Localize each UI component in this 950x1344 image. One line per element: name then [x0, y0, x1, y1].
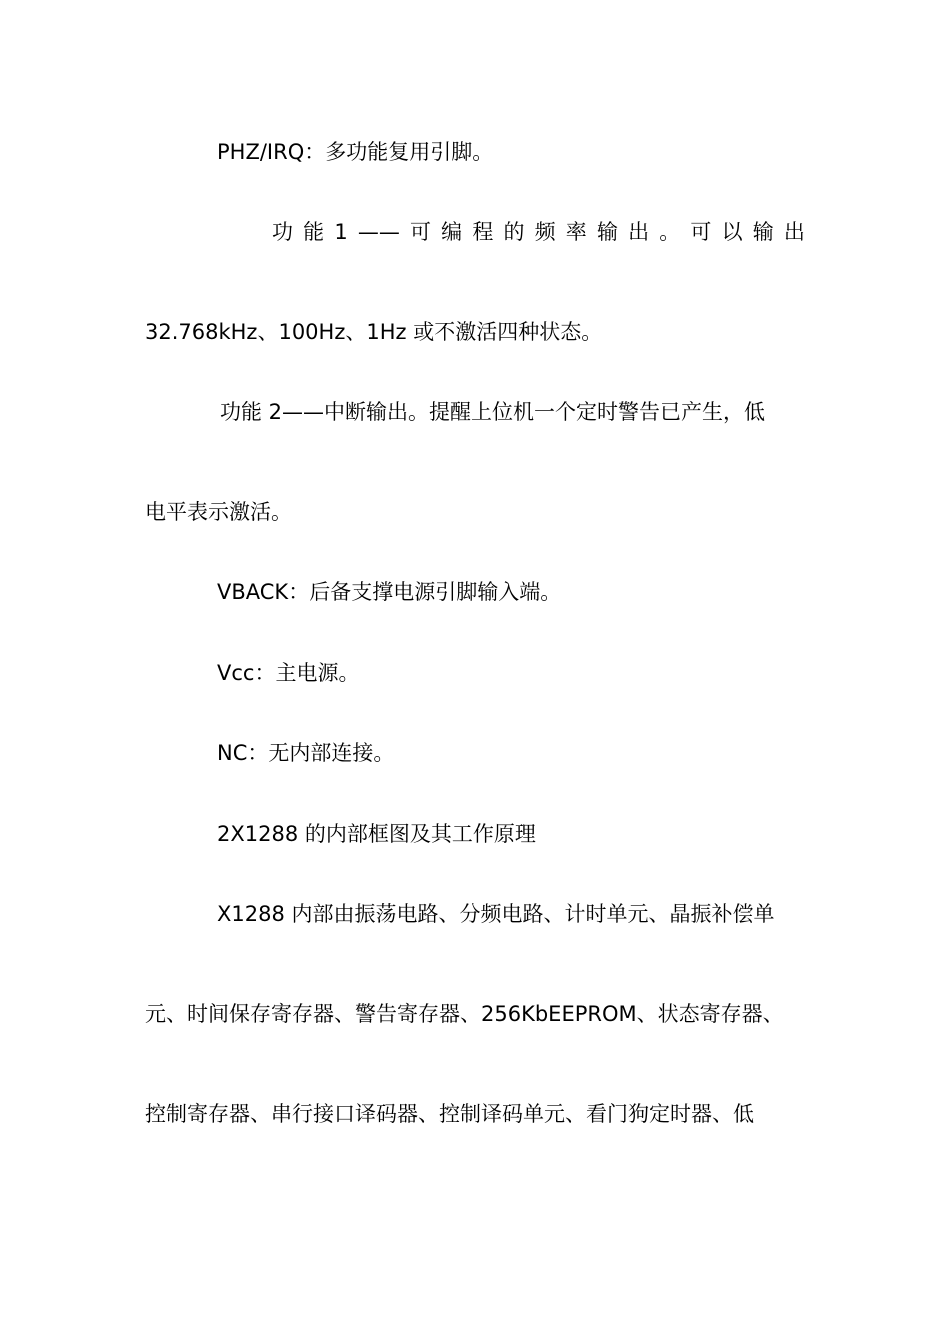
paragraph-internal-line-2: 元、时间保存寄存器、警告寄存器、256KbEEPROM、状态寄存器、: [145, 1002, 784, 1026]
paragraph-function-1-line-1: 功 能 1 —— 可 编 程 的 频 率 输 出 。 可 以 输 出: [272, 220, 805, 244]
section-heading-block-diagram: 2X1288 的内部框图及其工作原理: [217, 822, 536, 846]
paragraph-function-2-line-2: 电平表示激活。: [145, 500, 292, 524]
paragraph-internal-line-1: X1288 内部由振荡电路、分频电路、计时单元、晶振补偿单: [217, 902, 775, 926]
paragraph-function-2-line-1: 功能 2——中断输出。提醒上位机一个定时警告已产生，低: [220, 400, 766, 424]
paragraph-vback: VBACK：后备支撑电源引脚输入端。: [217, 580, 562, 604]
paragraph-phz-irq: PHZ/IRQ：多功能复用引脚。: [217, 140, 494, 164]
paragraph-vcc: Vcc：主电源。: [217, 661, 360, 685]
paragraph-function-1-line-2: 32.768kHz、100Hz、1Hz 或不激活四种状态。: [145, 320, 603, 344]
paragraph-internal-line-3: 控制寄存器、串行接口译码器、控制译码单元、看门狗定时器、低: [145, 1102, 754, 1126]
paragraph-nc: NC：无内部连接。: [217, 741, 395, 765]
